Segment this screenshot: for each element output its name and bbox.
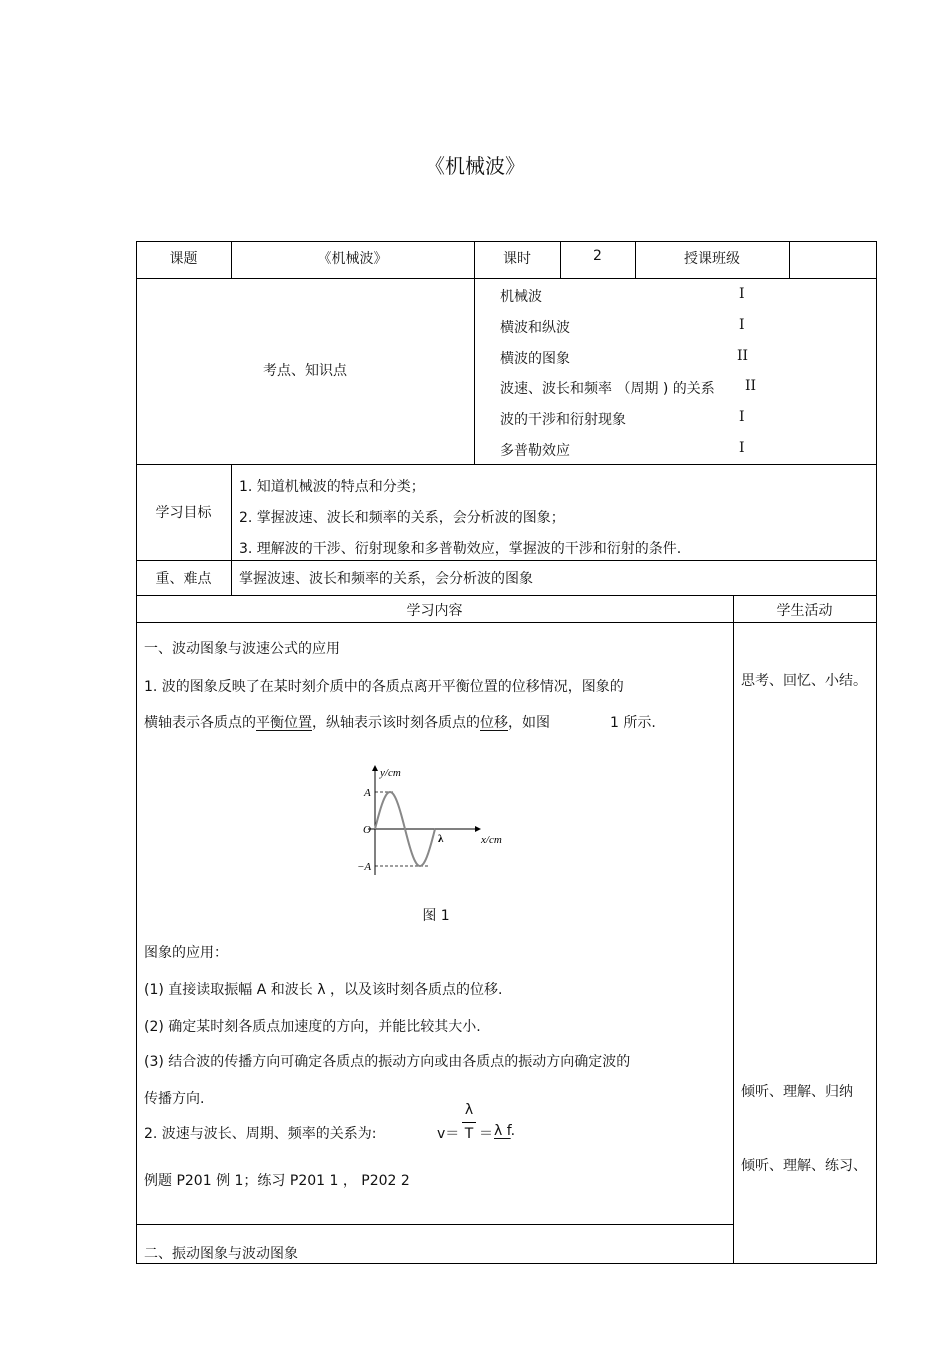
knowledge-item-level: II <box>745 378 757 394</box>
document-title: 《机械波》 <box>425 154 525 178</box>
fraction-denominator: T <box>464 1126 474 1142</box>
figure-caption: 图 1 <box>422 908 450 924</box>
application-item: (2) 确定某时刻各质点加速度的方向，并能比较其大小. <box>144 1019 481 1035</box>
origin-label: O <box>363 824 371 836</box>
formula-v: v＝ <box>437 1126 460 1142</box>
row-divider <box>136 464 877 465</box>
table-border-top <box>136 241 877 242</box>
activity-item: 思考、回忆、小结。 <box>741 673 867 689</box>
underlined-term: 平衡位置 <box>256 715 312 731</box>
row-divider <box>136 595 877 596</box>
fraction-numerator: λ <box>464 1102 474 1118</box>
content-header-right: 学生活动 <box>776 603 833 619</box>
formula-period: . <box>510 1123 516 1139</box>
example-exercise: 例题 P201 例 1；练习 P201 1 ， P202 2 <box>144 1173 410 1189</box>
key-points-label: 重、难点 <box>155 571 212 587</box>
class-label: 授课班级 <box>684 251 740 267</box>
col-divider <box>474 241 475 465</box>
relation-text: 2. 波速与波长、周期、频率的关系为: <box>144 1126 377 1142</box>
knowledge-item-level: I <box>739 409 745 425</box>
text-span: ，如图 <box>508 715 550 731</box>
text-span: 横轴表示各质点的 <box>144 715 256 731</box>
hours-value: 2 <box>593 248 602 264</box>
apps-heading: 图象的应用： <box>144 945 228 961</box>
wavelength-label: λ <box>438 833 444 845</box>
content-header-left: 学习内容 <box>406 603 463 619</box>
row-divider <box>136 622 877 623</box>
x-axis-label: x/cm <box>481 834 502 846</box>
knowledge-item-name: 波的干涉和衍射现象 <box>500 412 626 428</box>
section2-heading: 二、振动图象与波动图象 <box>144 1246 298 1262</box>
activity-item: 倾听、理解、练习、 <box>741 1158 867 1174</box>
knowledge-item-level: I <box>739 440 745 456</box>
application-item: (3) 结合波的传播方向可确定各质点的振动方向或由各质点的振动方向确定波的 <box>144 1054 631 1070</box>
knowledge-item-level: II <box>737 348 749 364</box>
knowledge-item-name: 横波的图象 <box>500 351 570 367</box>
col-divider <box>789 241 790 279</box>
table-border-right <box>876 241 877 1264</box>
fraction-bar <box>462 1122 476 1123</box>
text-span: ，纵轴表示该时刻各质点的 <box>312 715 480 731</box>
underlined-term: 位移 <box>480 715 508 731</box>
knowledge-item-name: 多普勒效应 <box>500 443 570 459</box>
knowledge-item-name: 横波和纵波 <box>500 320 570 336</box>
goal-item: 1. 知道机械波的特点和分类； <box>239 479 425 495</box>
topic-label: 课题 <box>169 251 198 267</box>
section1-p1-line2 <box>144 712 656 732</box>
text-span: 1 所示. <box>610 715 656 731</box>
row-divider <box>136 560 877 561</box>
section-divider <box>136 1224 733 1225</box>
neg-amplitude-label: −A <box>357 861 372 873</box>
knowledge-item-name: 机械波 <box>500 289 542 305</box>
hours-label: 课时 <box>503 251 531 267</box>
formula-fraction <box>462 1102 476 1148</box>
section1-p1-line1: 1. 波的图象反映了在某时刻介质中的各质点离开平衡位置的位移情况，图象的 <box>144 679 624 695</box>
formula-lambda-f: λ f <box>494 1123 511 1139</box>
amplitude-label: A <box>364 787 371 799</box>
y-axis-label: y/cm <box>380 767 401 779</box>
key-points-value: 掌握波速、波长和频率的关系，会分析波的图象 <box>239 571 533 587</box>
goals-label: 学习目标 <box>155 505 212 521</box>
application-item: (1) 直接读取振幅 A 和波长 λ ，以及该时刻各质点的位移. <box>144 982 503 998</box>
table-border-left <box>136 241 137 1264</box>
formula-tail <box>494 1123 515 1139</box>
goal-item: 2. 掌握波速、波长和频率的关系，会分析波的图象； <box>239 510 565 526</box>
section1-heading: 一、波动图象与波速公式的应用 <box>144 641 340 657</box>
wave-figure <box>350 760 520 885</box>
goal-item: 3. 理解波的干涉、衍射现象和多普勒效应，掌握波的干涉和衍射的条件. <box>239 541 682 557</box>
knowledge-label: 考点、知识点 <box>263 363 347 379</box>
knowledge-item-level: I <box>739 317 745 333</box>
formula-equals: ＝ <box>479 1126 493 1142</box>
col-divider <box>231 464 232 596</box>
activity-item: 倾听、理解、归纳 <box>741 1084 853 1100</box>
row-divider <box>136 278 877 279</box>
table-border-bottom <box>136 1263 877 1264</box>
topic-value: 《机械波》 <box>317 251 388 267</box>
knowledge-item-name: 波速、波长和频率 （周期 ) 的关系 <box>500 381 715 397</box>
application-item-continued: 传播方向. <box>144 1091 205 1107</box>
knowledge-item-level: I <box>739 286 745 302</box>
col-divider <box>733 595 734 1264</box>
